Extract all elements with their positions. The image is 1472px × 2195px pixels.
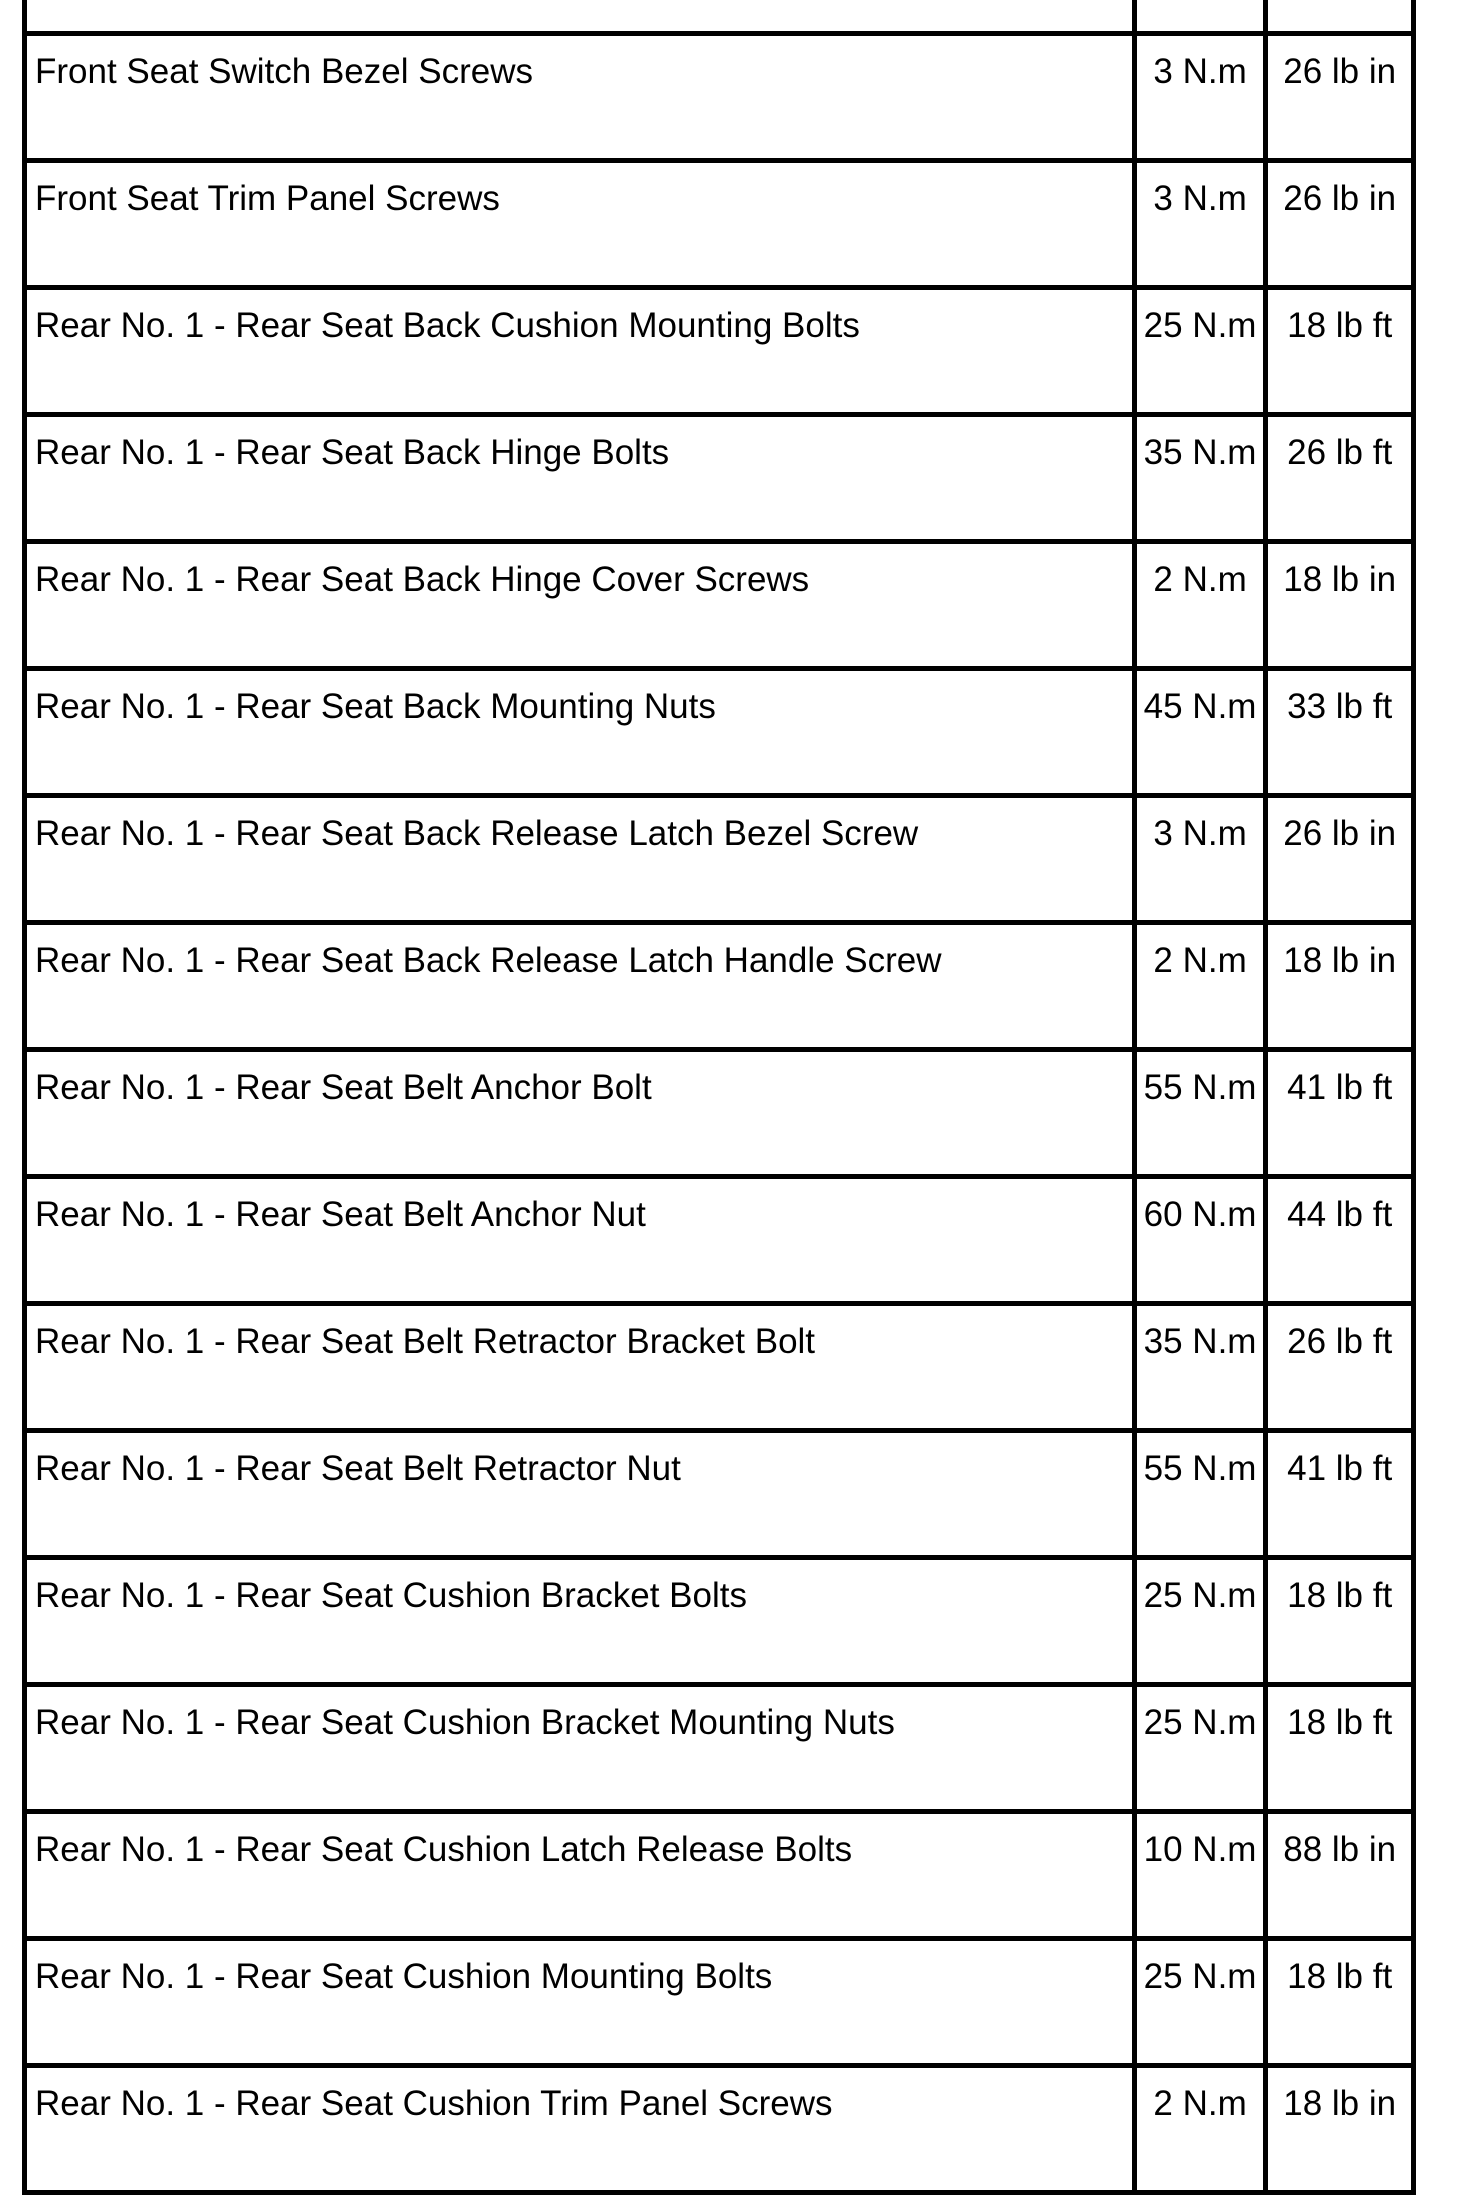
description-cell: Rear No. 1 - Rear Seat Back Mounting Nuts [25, 669, 1135, 796]
metric-cell: 2 N.m [1134, 542, 1266, 669]
metric-cell: 55 N.m [1134, 1050, 1266, 1177]
table-row [25, 1177, 1414, 1304]
table-row [25, 542, 1414, 669]
metric-cell: 25 N.m [1134, 1558, 1266, 1685]
description-cell: Rear No. 1 - Rear Seat Back Cushion Mounting Bolts [25, 288, 1135, 415]
english-cell: 26 lb in [1266, 161, 1414, 288]
english-cell: 18 lb ft [1266, 288, 1414, 415]
english-cell: 18 lb ft [1266, 1558, 1414, 1685]
english-cell: 88 lb in [1266, 1812, 1414, 1939]
english-cell: 18 lb ft [1266, 1939, 1414, 2066]
table-row [25, 161, 1414, 288]
metric-cell: 10 N.m [1134, 1812, 1266, 1939]
description-cell: Rear No. 1 - Rear Seat Cushion Bracket Bolts [25, 1558, 1135, 1685]
table-row [25, 34, 1414, 161]
metric-cell: 25 N.m [1134, 1685, 1266, 1812]
description-cell: Rear No. 1 - Rear Seat Back Hinge Bolts [25, 415, 1135, 542]
description-cell: Rear No. 1 - Rear Seat Back Release Latch Bezel Screw [25, 796, 1135, 923]
table-row [25, 796, 1414, 923]
english-cell: 26 lb ft [1266, 415, 1414, 542]
description-cell: Rear No. 1 - Rear Seat Cushion Latch Release Bolts [25, 1812, 1135, 1939]
table-row [25, 1812, 1414, 1939]
english-cell: 26 lb in [1266, 796, 1414, 923]
description-cell: Front Seat Switch Bezel Screws [25, 34, 1135, 161]
metric-cell: 35 N.m [1134, 1304, 1266, 1431]
metric-cell: 60 N.m [1134, 1177, 1266, 1304]
metric-cell: 25 N.m [1134, 288, 1266, 415]
table-row [25, 415, 1414, 542]
table-row-partial [25, 0, 1414, 34]
description-cell: Rear No. 1 - Rear Seat Belt Retractor Nut [25, 1431, 1135, 1558]
metric-cell: 25 N.m [1134, 1939, 1266, 2066]
table-row [25, 669, 1414, 796]
table-row [25, 1050, 1414, 1177]
description-cell: Rear No. 1 - Rear Seat Cushion Mounting Bolts [25, 1939, 1135, 2066]
english-cell: 26 lb ft [1266, 1304, 1414, 1431]
metric-cell: 35 N.m [1134, 415, 1266, 542]
english-cell: 41 lb ft [1266, 1050, 1414, 1177]
description-cell: Rear No. 1 - Rear Seat Back Release Latch Handle Screw [25, 923, 1135, 1050]
fastener-torque-table-body [25, 0, 1414, 2193]
english-cell: 41 lb ft [1266, 1431, 1414, 1558]
metric-cell: 3 N.m [1134, 161, 1266, 288]
english-cell: 26 lb in [1266, 34, 1414, 161]
table-row [25, 923, 1414, 1050]
table-row [25, 2066, 1414, 2193]
description-cell: Rear No. 1 - Rear Seat Cushion Bracket Mounting Nuts [25, 1685, 1135, 1812]
english-cell: 44 lb ft [1266, 1177, 1414, 1304]
table-row [25, 1685, 1414, 1812]
table-row [25, 1431, 1414, 1558]
fastener-torque-table [22, 0, 1416, 2195]
table-row [25, 1939, 1414, 2066]
table-row [25, 1304, 1414, 1431]
english-cell: 33 lb ft [1266, 669, 1414, 796]
description-cell: Rear No. 1 - Rear Seat Belt Retractor Bracket Bolt [25, 1304, 1135, 1431]
description-cell: Rear No. 1 - Rear Seat Cushion Trim Panel Screws [25, 2066, 1135, 2193]
english-cell: 18 lb in [1266, 923, 1414, 1050]
english-cell: 18 lb in [1266, 2066, 1414, 2193]
metric-cell: 55 N.m [1134, 1431, 1266, 1558]
metric-cell: 45 N.m [1134, 669, 1266, 796]
metric-cell: 3 N.m [1134, 796, 1266, 923]
description-cell: Front Seat Trim Panel Screws [25, 161, 1135, 288]
description-cell: Rear No. 1 - Rear Seat Belt Anchor Nut [25, 1177, 1135, 1304]
metric-cell: 2 N.m [1134, 923, 1266, 1050]
english-cell: 18 lb in [1266, 542, 1414, 669]
english-cell [1266, 0, 1414, 34]
table-row [25, 288, 1414, 415]
description-cell [25, 0, 1135, 34]
description-cell: Rear No. 1 - Rear Seat Back Hinge Cover Screws [25, 542, 1135, 669]
metric-cell: 2 N.m [1134, 2066, 1266, 2193]
metric-cell: 3 N.m [1134, 34, 1266, 161]
english-cell: 18 lb ft [1266, 1685, 1414, 1812]
table-row [25, 1558, 1414, 1685]
description-cell: Rear No. 1 - Rear Seat Belt Anchor Bolt [25, 1050, 1135, 1177]
metric-cell [1134, 0, 1266, 34]
